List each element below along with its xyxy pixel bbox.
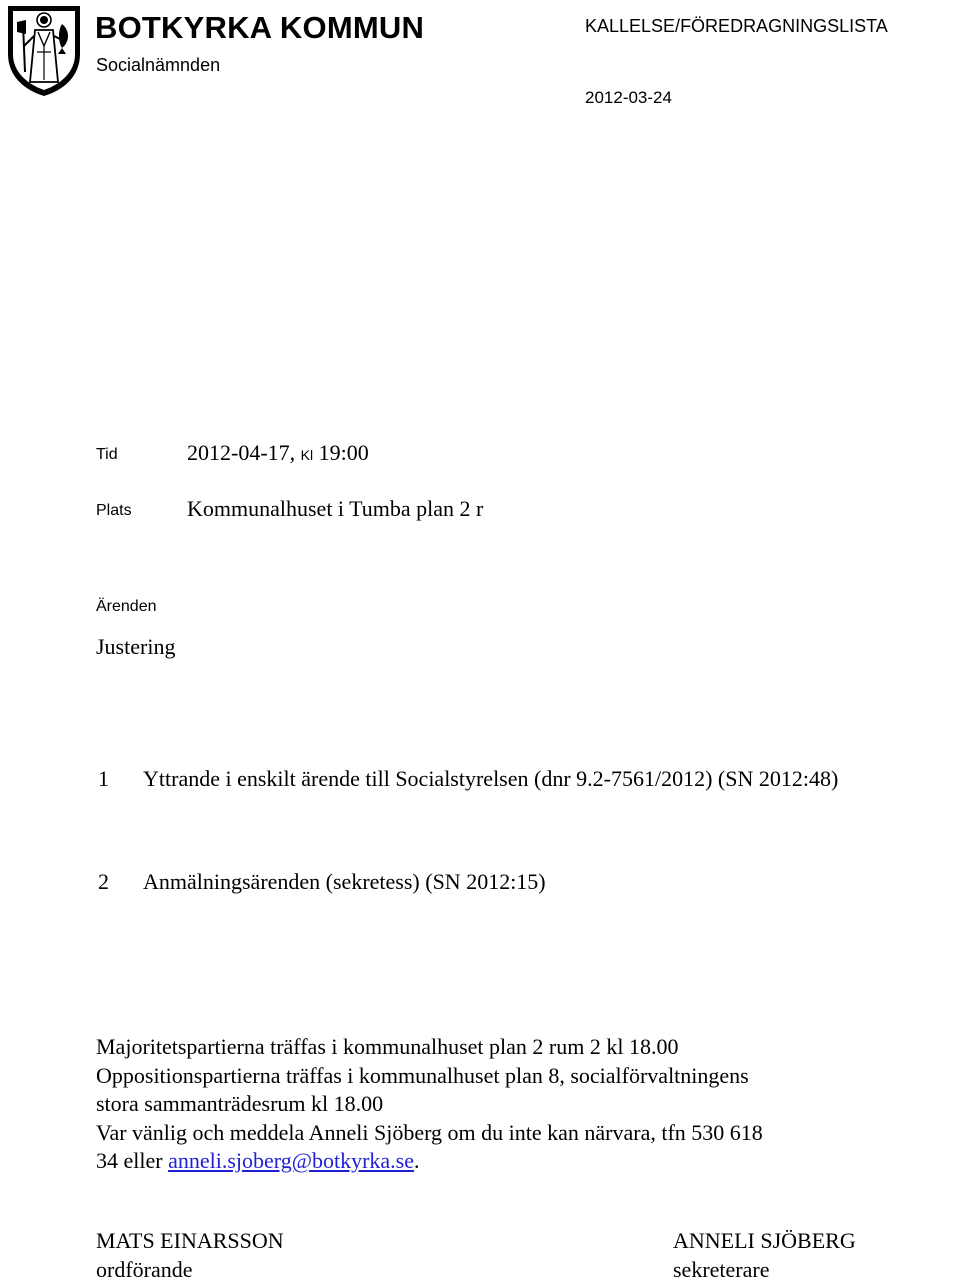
info-line: Majoritetspartierna träffas i kommunalhuset plan 2 rum 2 kl 18.00 [96,1034,679,1059]
agenda-item-number: 2 [98,869,109,894]
info-line-suffix: . [414,1148,420,1173]
coat-of-arms-icon [4,2,84,98]
document-type: KALLELSE/FÖREDRAGNINGSLISTA [585,16,888,36]
department-name: Socialnämnden [96,55,221,75]
info-line-prefix: 34 eller [96,1148,169,1173]
chair-role: ordförande [96,1257,193,1282]
justering-item: Justering [96,634,176,659]
meeting-date: 2012-04-17, [187,440,296,465]
info-line: Oppositionspartierna träffas i kommunalhuset plan 8, socialförvaltningens [96,1063,749,1088]
email-link[interactable]: anneli.sjoberg@botkyrka.se [168,1148,415,1173]
agenda-item-text: Anmälningsärenden (sekretess) (SN 2012:15) [143,869,546,894]
info-line: Var vänlig och meddela Anneli Sjöberg om du inte kan närvara, tfn 530 618 [96,1120,763,1145]
meeting-time [187,440,369,466]
meeting-clock: 19:00 [318,440,369,465]
secretary-name: ANNELI SJÖBERG [673,1228,856,1253]
secretary-role: sekreterare [673,1257,770,1282]
meeting-place: Kommunalhuset i Tumba plan 2 r [187,496,484,521]
agenda-heading: Ärenden [96,598,157,615]
time-label: Tid [96,446,118,463]
organization-name: BOTKYRKA KOMMUN [95,10,425,45]
chair-name: MATS EINARSSON [96,1228,284,1253]
agenda-item-text: Yttrande i enskilt ärende till Socialstyrelsen (dnr 9.2-7561/2012) (SN 2012:48) [143,766,839,791]
document-date: 2012-03-24 [585,88,672,107]
agenda-item-number: 1 [98,766,109,791]
place-label: Plats [96,502,132,519]
kl-label: Kl [300,447,314,463]
info-line: stora sammanträdesrum kl 18.00 [96,1091,384,1116]
info-line [96,1148,420,1174]
